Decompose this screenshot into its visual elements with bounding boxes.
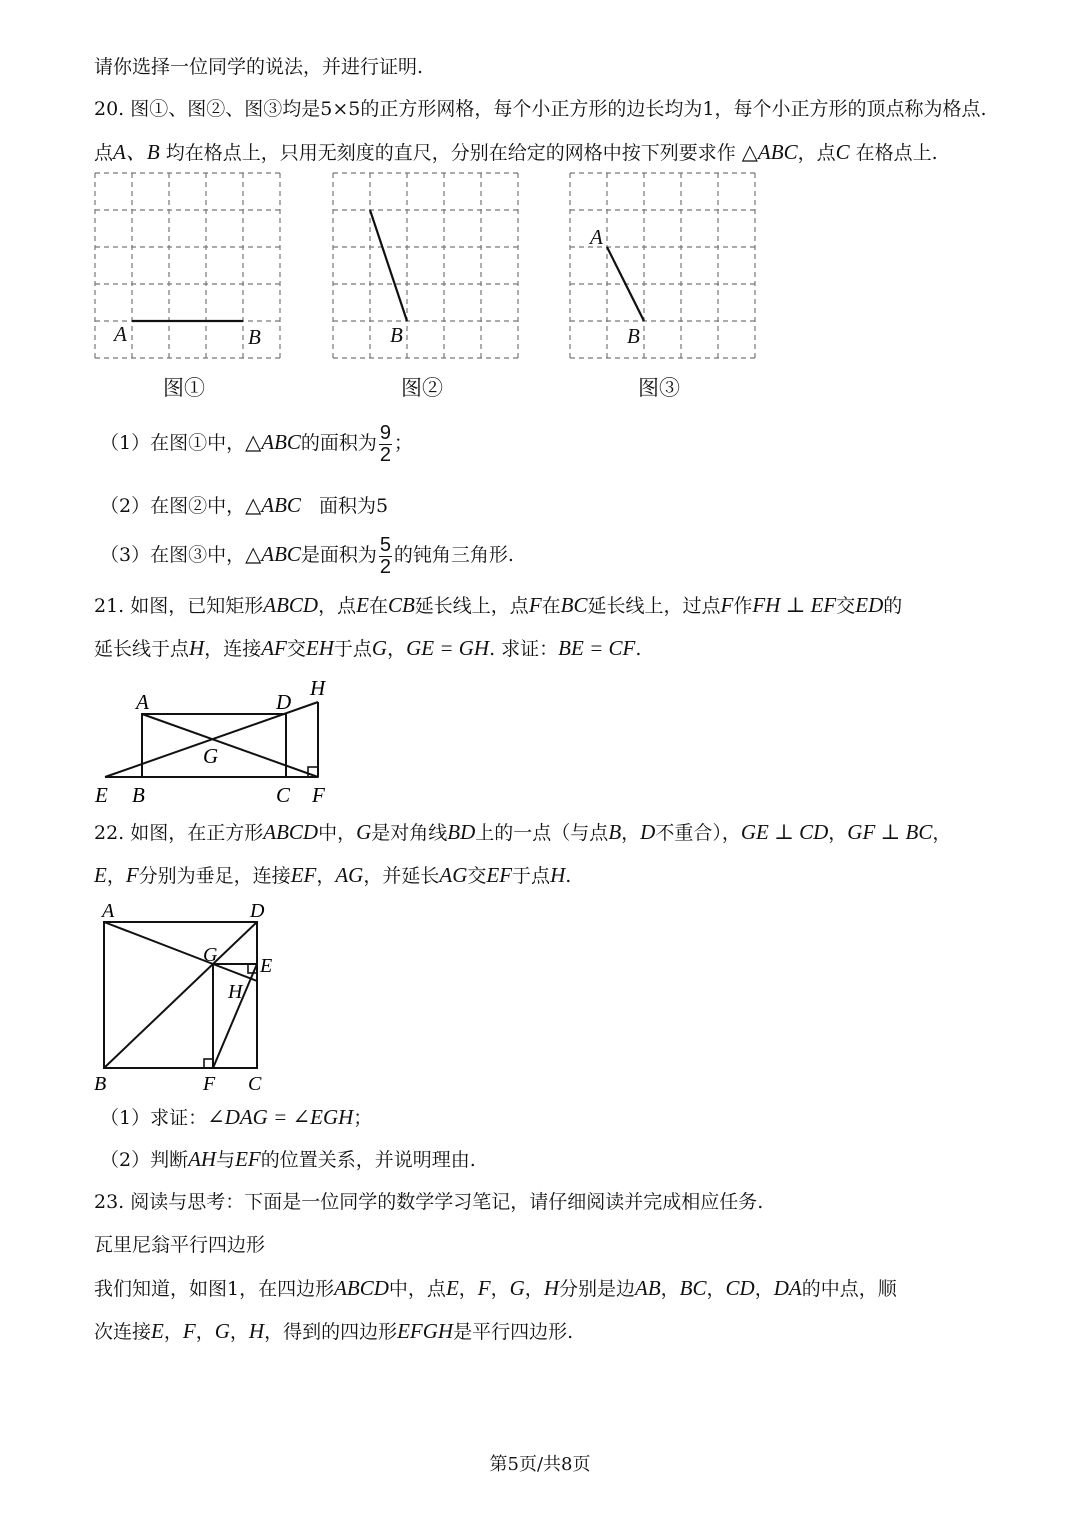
caption-fig-1: 图①	[163, 376, 205, 400]
label-a-3: A	[590, 225, 603, 249]
grid-3-lines	[570, 173, 755, 358]
line-ef	[213, 964, 257, 1068]
q22-line1: 22. 如图，在正方形ABCD中，G是对角线BD上的一点（与点B，D不重合），GE ⊥ CD，GF ⊥ BC，	[94, 820, 952, 844]
q23-line1: 23. 阅读与思考：下面是一位同学的数学学习笔记，请仔细阅读并完成相应任务.	[94, 1191, 764, 1213]
label-b-2: B	[390, 323, 403, 347]
label-h: H	[310, 676, 326, 700]
segment-ab-3	[607, 247, 644, 321]
q23-title: 瓦里尼翁平行四边形	[94, 1234, 266, 1256]
label-a: A	[102, 900, 115, 922]
right-angle-f	[204, 1059, 213, 1068]
label-d: D	[250, 900, 265, 922]
label-a-1: A	[114, 322, 127, 346]
label-h: H	[228, 981, 243, 1003]
intro-text: 请你选择一位同学的说法，并进行证明.	[94, 56, 424, 78]
label-a: A	[136, 690, 149, 714]
q21-line2: 延长线于点H，连接AF交EH于点G，GE = GH. 求证：BE = CF.	[94, 636, 642, 660]
q22-sub2: （2）判断AH与EF的位置关系，并说明理由.	[100, 1147, 476, 1171]
label-b-1: B	[248, 325, 261, 349]
q20-line2: 点A、B 均在格点上，只用无刻度的直尺，分别在给定的网格中按下列要求作 △ABC，点C 在格点上.	[94, 140, 938, 164]
q20-sub1: （1）在图①中，△ABC的面积为 $\frac{9}{2}$ ；	[100, 421, 413, 466]
label-f: F	[312, 783, 325, 807]
line-ag	[104, 922, 213, 964]
q22-line2: E，F分别为垂足，连接EF，AG，并延长AG交EF于点H.	[94, 863, 572, 887]
label-f: F	[203, 1073, 216, 1095]
label-g: G	[203, 744, 219, 768]
segment-ab-2	[370, 210, 407, 321]
label-e: E	[260, 955, 273, 977]
grid-2-lines	[333, 173, 518, 358]
label-b: B	[132, 783, 145, 807]
label-b-3: B	[627, 324, 640, 348]
caption-fig-2: 图②	[401, 376, 443, 400]
label-d: D	[276, 690, 292, 714]
label-b: B	[94, 1073, 107, 1095]
q22-figure	[90, 898, 290, 1098]
q21-line1: 21. 如图，已知矩形ABCD，点E在CB延长线上，点F在BC延长线上，过点F作FH ⊥ EF交ED的	[94, 593, 903, 617]
q21-figure	[90, 672, 350, 812]
q23-paragraph-line1: 我们知道，如图1，在四边形ABCD中，点E，F，G，H分别是边AB，BC，CD，DA的中点，顺	[94, 1276, 897, 1300]
caption-fig-3: 图③	[638, 376, 680, 400]
q22-sub1: （1）求证：∠DAG = ∠EGH；	[100, 1105, 373, 1129]
q20-line1: 20. 图①、图②、图③均是5×5的正方形网格，每个小正方形的边长均为1，每个小正方形的顶点称为格点.	[94, 98, 987, 120]
page-footer: 第5页/共8页	[489, 1454, 591, 1475]
fraction-5-2: $\frac{5}{2}$	[379, 533, 391, 578]
label-e: E	[95, 783, 108, 807]
line-af	[142, 714, 318, 777]
q20-figure-1	[0, 0, 1080, 420]
fraction-9-2: $\frac{9}{2}$	[379, 421, 391, 466]
label-g: G	[203, 944, 218, 966]
label-c: C	[276, 783, 291, 807]
q20-sub3: （3）在图③中，△ABC是面积为 $\frac{5}{2}$ 的钝角三角形.	[100, 533, 514, 578]
q20-sub2: （2）在图②中，△ABC 面积为5	[100, 493, 389, 517]
q23-paragraph-line2: 次连接E，F，G，H，得到的四边形EFGH是平行四边形.	[94, 1319, 574, 1343]
label-c: C	[248, 1073, 262, 1095]
